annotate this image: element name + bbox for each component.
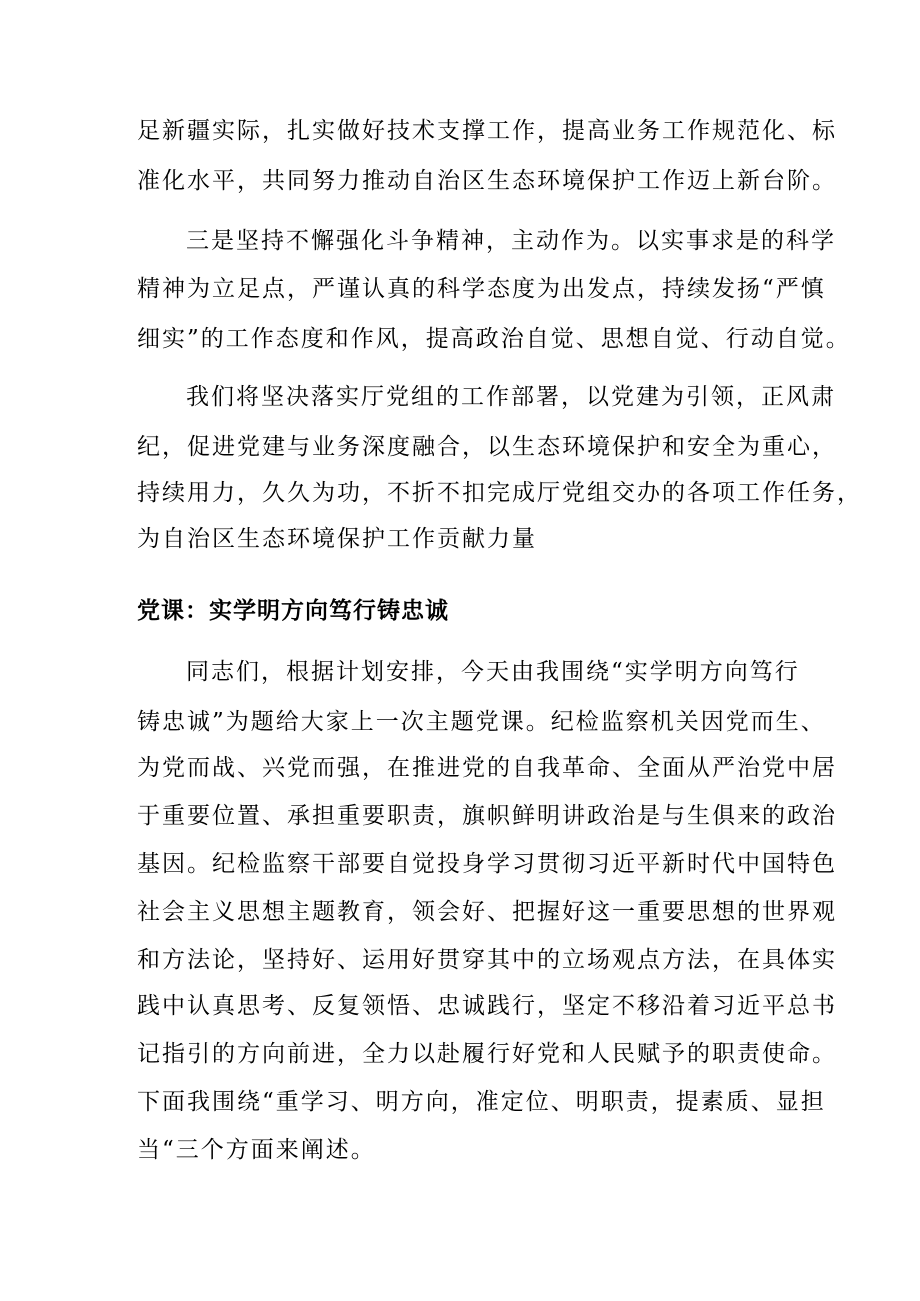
text-line: 社会主义思想主题教育，领会好、把握好这一重要思想的世界观 xyxy=(137,899,837,925)
text-line: 足新疆实际，扎实做好技术支撑工作，提高业务工作规范化、标 xyxy=(137,118,837,144)
text-line: 精神为立足点，严谨认真的科学态度为出发点，持续发扬“严慎 xyxy=(137,276,826,302)
text-line: 我们将坚决落实厅党组的工作部署，以党建为引领，正风肃 xyxy=(186,384,836,410)
text-line: 记指引的方向前进，全力以赴履行好党和人民赋予的职责使命。 xyxy=(137,1041,837,1067)
text-line: 铸忠诚”为题给大家上一次主题党课。纪检监察机关因党而生、 xyxy=(137,709,826,735)
text-line: 下面我围绕“重学习、明方向，准定位、明职责，提素质、显担 xyxy=(137,1089,826,1115)
text-line: 当“三个方面来阐述。 xyxy=(137,1137,376,1163)
section-heading: 党课：实学明方向笃行铸忠诚 xyxy=(137,597,449,624)
text-line: 细实”的工作态度和作风，提高政治自觉、思想自觉、行动自觉。 xyxy=(137,326,851,352)
text-line: 和方法论，坚持好、运用好贯穿其中的立场观点方法，在具体实 xyxy=(137,947,837,973)
text-line: 践中认真思考、反复领悟、忠诚践行，坚定不移沿着习近平总书 xyxy=(137,993,837,1019)
text-line: 准化水平，共同努力推动自治区生态环境保护工作迈上新台阶。 xyxy=(137,168,837,194)
text-line: 三是坚持不懈强化斗争精神，主动作为。以实事求是的科学 xyxy=(186,228,836,254)
text-line: 于重要位置、承担重要职责，旗帜鲜明讲政治是与生俱来的政治 xyxy=(137,803,837,829)
text-line: 持续用力，久久为功，不折不扣完成厅党组交办的各项工作任务， xyxy=(137,480,862,506)
text-line: 基因。纪检监察干部要自觉投身学习贯彻习近平新时代中国特色 xyxy=(137,851,837,877)
text-line: 为自治区生态环境保护工作贡献力量 xyxy=(137,526,537,552)
text-line: 为党而战、兴党而强，在推进党的自我革命、全面从严治党中居 xyxy=(137,755,837,781)
text-line: 纪，促进党建与业务深度融合，以生态环境保护和安全为重心， xyxy=(137,434,837,460)
text-line: 同志们，根据计划安排，今天由我围绕“实学明方向笃行 xyxy=(186,659,800,685)
